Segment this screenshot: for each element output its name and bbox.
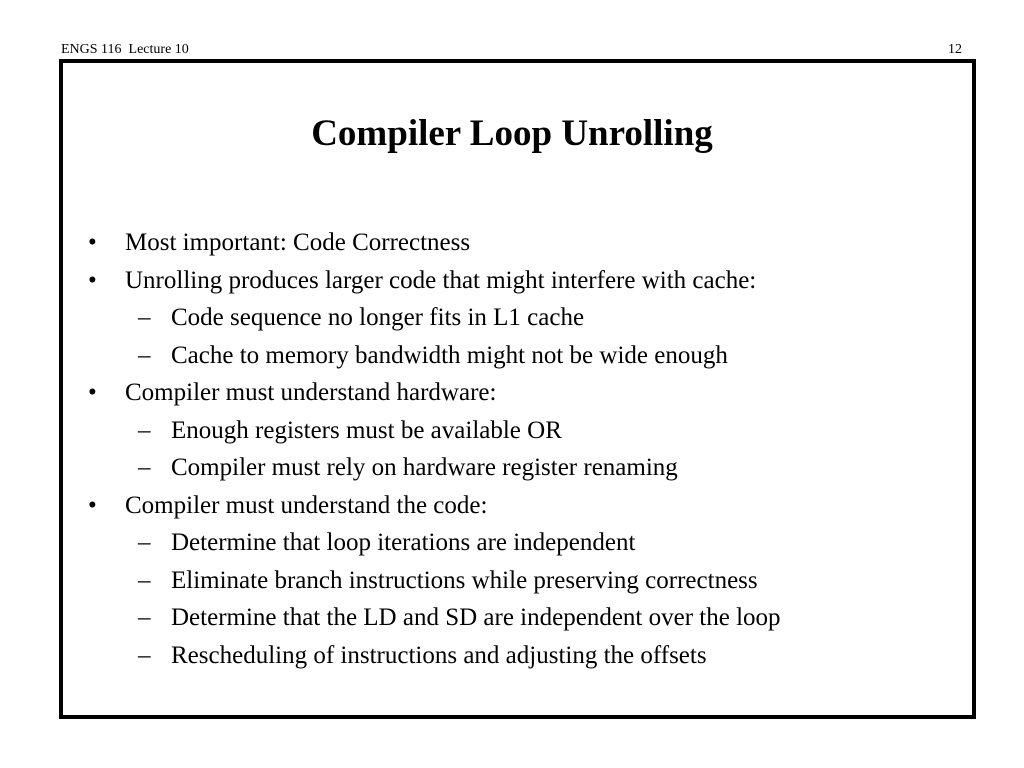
list-item <box>0 262 1024 300</box>
slide-title: Compiler Loop Unrolling <box>311 113 713 154</box>
list-item-text: Unrolling produces larger code that might interfere with cache: <box>125 266 757 294</box>
sub-list-item <box>0 337 1024 375</box>
sub-list-item-text: Eliminate branch instructions while preserving correctness <box>171 566 758 594</box>
list-item <box>0 224 1024 262</box>
list-item-text: Compiler must understand hardware: <box>125 379 497 406</box>
sub-list-item-text: Determine that loop iterations are independent <box>171 529 636 556</box>
sub-list-item-text: Enough registers must be available OR <box>171 416 562 444</box>
sub-list-item-text: Code sequence no longer fits in L1 cache <box>171 304 585 331</box>
sub-list-item <box>0 599 1024 637</box>
sub-list-item <box>0 299 1024 337</box>
sub-list-item-text: Determine that the LD and SD are independent over the loop <box>171 604 781 631</box>
list-item-text: Most important: Code Correctness <box>125 229 471 256</box>
sub-list-item-text: Cache to memory bandwidth might not be wide enough <box>171 341 728 369</box>
list-item <box>0 487 1024 525</box>
bullet-list <box>0 224 1024 674</box>
bullet-marker: • <box>88 229 97 256</box>
dash-marker: – <box>138 304 151 331</box>
dash-marker: – <box>138 566 151 594</box>
sub-list-item <box>0 524 1024 562</box>
dash-marker: – <box>138 529 151 556</box>
sub-list-item-text: Compiler must rely on hardware register renaming <box>171 454 678 481</box>
dash-marker: – <box>138 641 151 669</box>
sub-list-item <box>0 562 1024 600</box>
dash-marker: – <box>138 416 151 444</box>
sub-list-item-text: Rescheduling of instructions and adjusting the offsets <box>171 641 707 669</box>
bullet-marker: • <box>88 379 97 406</box>
bullet-marker: • <box>88 266 97 294</box>
page-number: 12 <box>948 42 962 57</box>
dash-marker: – <box>138 454 151 481</box>
bullet-marker: • <box>88 491 97 519</box>
sub-list-item <box>0 637 1024 675</box>
dash-marker: – <box>138 604 151 631</box>
list-item-text: Compiler must understand the code: <box>125 491 488 519</box>
sub-list-item <box>0 449 1024 487</box>
sub-list-item <box>0 412 1024 450</box>
list-item <box>0 374 1024 412</box>
dash-marker: – <box>138 341 151 369</box>
course-header: ENGS 116 Lecture 10 <box>61 42 189 57</box>
